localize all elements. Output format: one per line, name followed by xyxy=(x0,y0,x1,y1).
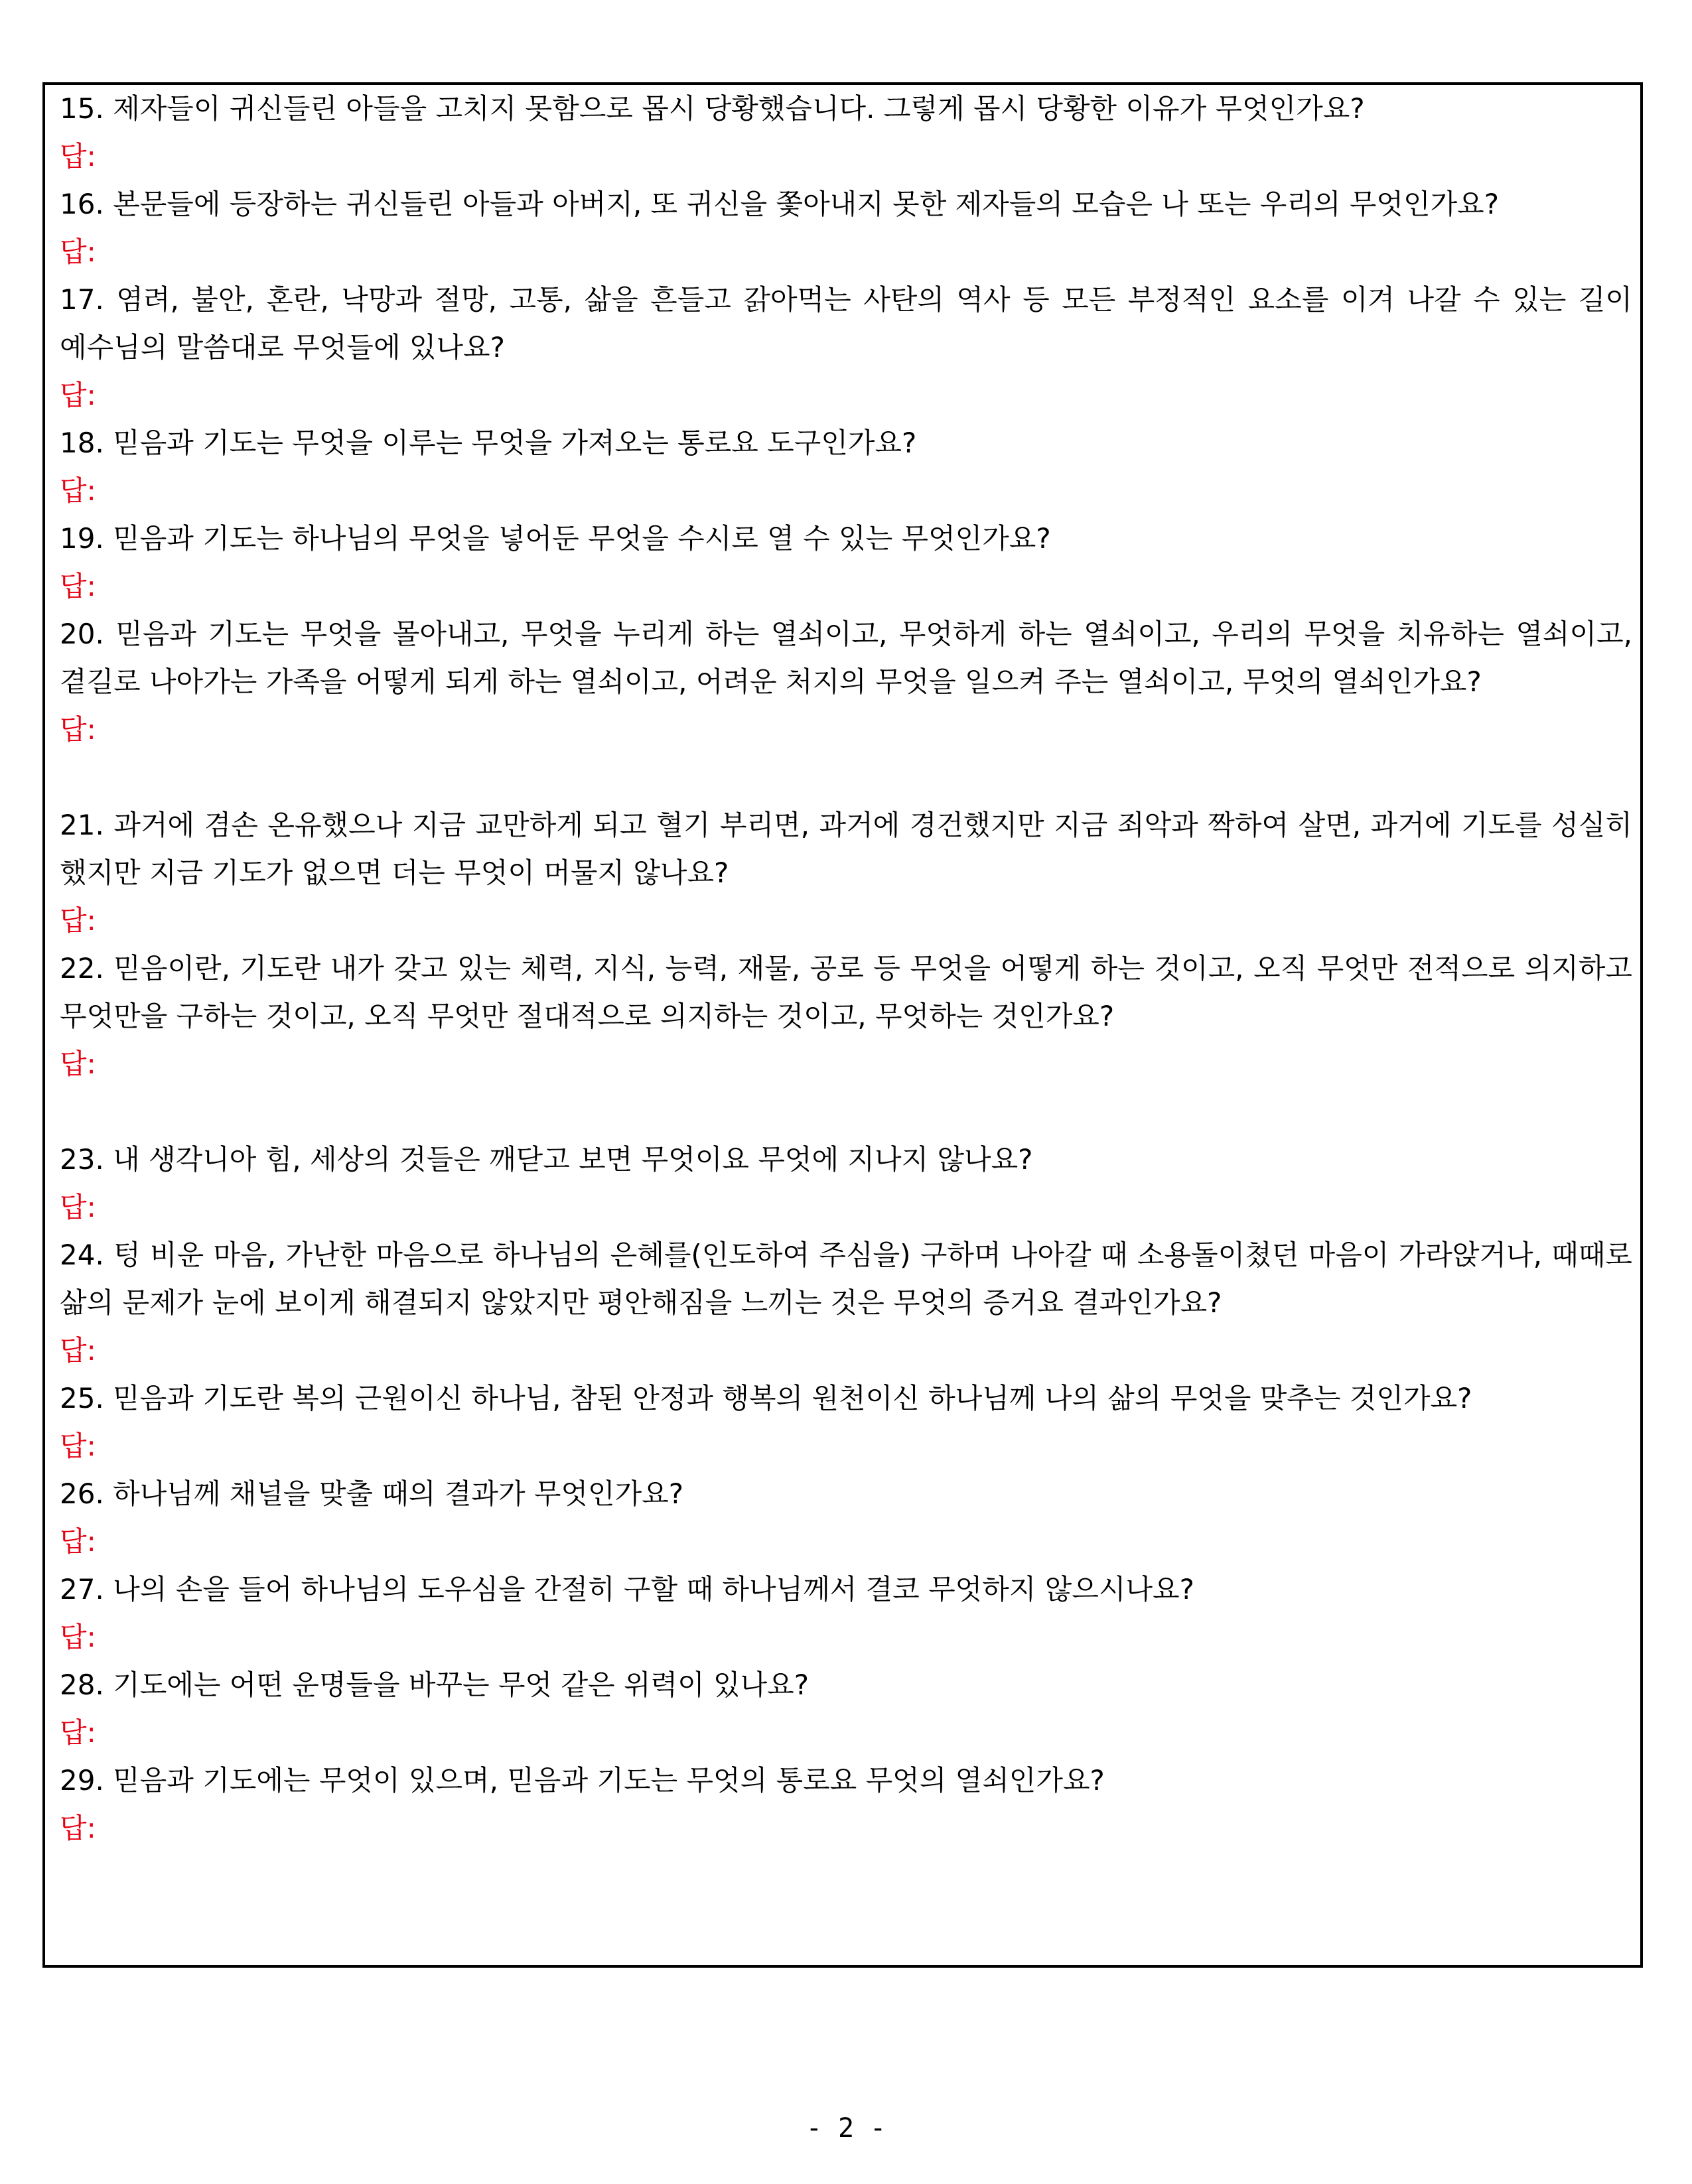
answer-label: 답: xyxy=(60,904,96,937)
answer-label: 답: xyxy=(60,1334,96,1367)
question-box xyxy=(42,82,1643,1968)
question-text: 21. 과거에 겸손 온유했으나 지금 교만하게 되고 혈기 부리면, 과거에 경건했지만 지금 죄악과 짝하여 살면, 과거에 기도를 성실히 했지만 지금 기도가 없으면 더는 무엇이 머물지 않나요? xyxy=(60,809,1632,889)
question-text: 15. 제자들이 귀신들린 아들을 고치지 못함으로 몹시 당황했습니다. 그렇게 몹시 당황한 이유가 무엇인가요? xyxy=(60,92,1365,125)
blank-line xyxy=(60,1088,1632,1136)
answer-label: 답: xyxy=(60,140,96,172)
answer-label: 답: xyxy=(60,570,96,602)
question-text: 19. 믿음과 기도는 하나님의 무엇을 넣어둔 무엇을 수시로 열 수 있는 무엇인가요? xyxy=(60,522,1051,555)
question-text: 16. 본문들에 등장하는 귀신들린 아들과 아버지, 또 귀신을 쫓아내지 못한 제자들의 모습은 나 또는 우리의 무엇인가요? xyxy=(60,188,1500,220)
question-text: 24. 텅 비운 마음, 가난한 마음으로 하나님의 은혜를(인도하여 주심을) 구하며 나아갈 때 소용돌이쳤던 마음이 가라앉거나, 때때로 삶의 문제가 눈에 보이게 해결되지 않았지만 평안해짐을 느끼는 것은 무엇의 증거요 결과인가요? xyxy=(60,1239,1632,1319)
answer-label: 답: xyxy=(60,1812,96,1844)
answer-label: 답: xyxy=(60,713,96,746)
answer-label: 답: xyxy=(60,1716,96,1749)
question-text: 23. 내 생각니아 힘, 세상의 것들은 깨닫고 보면 무엇이요 무엇에 지나지 않나요? xyxy=(60,1143,1033,1176)
answer-label: 답: xyxy=(60,1621,96,1653)
question-text: 27. 나의 손을 들어 하나님의 도우심을 간절히 구할 때 하나님께서 결코 무엇하지 않으시나요? xyxy=(60,1573,1194,1605)
question-text: 28. 기도에는 어떤 운명들을 바꾸는 무엇 같은 위력이 있나요? xyxy=(60,1669,810,1701)
question-text: 26. 하나님께 채널을 맞출 때의 결과가 무엇인가요? xyxy=(60,1477,684,1510)
question-list xyxy=(60,85,1632,1852)
question-text: 25. 믿음과 기도란 복의 근원이신 하나님, 참된 안정과 행복의 원천이신 하나님께 나의 삶의 무엇을 맞추는 것인가요? xyxy=(60,1382,1472,1414)
question-text: 22. 믿음이란, 기도란 내가 갖고 있는 체력, 지식, 능력, 재물, 공로 등 무엇을 어떻게 하는 것이고, 오직 무엇만 전적으로 의지하고 무엇만을 구하는 것이고, 오직 무엇만 절대적으로 의지하는 것이고, 무엇하는 것인가요? xyxy=(60,952,1632,1032)
answer-label: 답: xyxy=(60,1191,96,1223)
answer-label: 답: xyxy=(60,379,96,411)
question-text: 18. 믿음과 기도는 무엇을 이루는 무엇을 가져오는 통로요 도구인가요? xyxy=(60,427,917,459)
question-text: 20. 믿음과 기도는 무엇을 몰아내고, 무엇을 누리게 하는 열쇠이고, 무엇하게 하는 열쇠이고, 우리의 무엇을 치유하는 열쇠이고, 곁길로 나아가는 가족을 어떻게 되게 하는 열쇠이고, 어려운 처지의 무엇을 일으켜 주는 열쇠이고, 무엇의 열쇠인가요? xyxy=(60,618,1632,698)
answer-label: 답: xyxy=(60,1525,96,1558)
question-text: 17. 염려, 불안, 혼란, 낙망과 절망, 고통, 삶을 흔들고 갉아먹는 사탄의 역사 등 모든 부정적인 요소를 이겨 나갈 수 있는 길이 예수님의 말씀대로 무엇들에 있나요? xyxy=(60,283,1632,364)
question-text: 29. 믿음과 기도에는 무엇이 있으며, 믿음과 기도는 무엇의 통로요 무엇의 열쇠인가요? xyxy=(60,1764,1105,1797)
page-number: - 2 - xyxy=(806,2113,886,2144)
answer-label: 답: xyxy=(60,236,96,268)
answer-label: 답: xyxy=(60,1048,96,1080)
blank-line xyxy=(60,754,1632,801)
answer-label: 답: xyxy=(60,1430,96,1462)
answer-label: 답: xyxy=(60,474,96,507)
